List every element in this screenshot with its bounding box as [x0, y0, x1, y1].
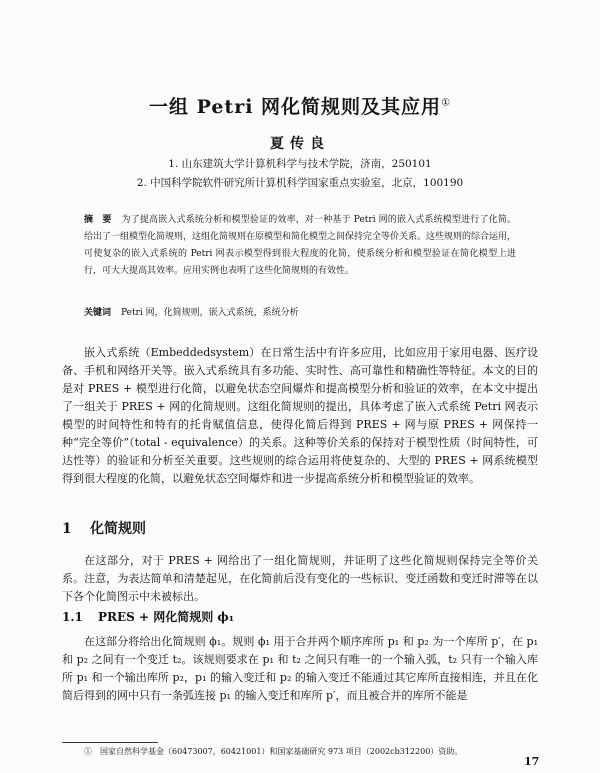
keywords — [84, 306, 516, 320]
section-1-1-number: 1.1 — [62, 610, 83, 624]
author-name: 夏传良 — [270, 136, 330, 152]
section-1-1-heading — [62, 608, 234, 625]
section-1-1-paragraph: 在这部分将给出化简规则 ϕ₁。规则 ϕ₁ 用于合并两个顺序库所 p₁ 和 p₂ 为一个库所 p′，在 p₁ 和 p₂ 之间有一个变迁 t₂。该规则要求在 p₁ 和 t₂ 之间只有唯一的一个输入弧，t₂ 只有一个输入库所 p₁ 和一个输出库所 p₂，p₁ 的输入变迁和 p₂ 的输入变迁不能通过其它库所直接相连，并且在化简后得到的网中只有一条弧连接 p₁ 的输入变迁和库所 p′，而且被合并的库所不能是 — [62, 635, 538, 702]
affiliation-1: 1. 山东建筑大学计算机科学与技术学院，济南，250101 — [168, 158, 432, 170]
page-number: 17 — [524, 755, 540, 768]
section-1-number: 1 — [62, 521, 72, 537]
abstract-text: 为了提高嵌入式系统分析和模型验证的效率，对一种基于 Petri 网的嵌入式系统模型进行了化简。给出了一组模型化简规则，这组化简规则在原模型和简化模型之间保持完全等价关系。这些规则的综合运用，可使复杂的嵌入式系统的 Petri 网表示模型得到很大程度的化简，使系统分析和模型验证在简化模型上进行，可大大提高其效率。应用实例也表明了这些化简规则的有效性。 — [84, 215, 517, 276]
keywords-text: Petri 网，化简规则，嵌入式系统，系统分析 — [121, 308, 299, 318]
intro-paragraph: 嵌入式系统（Embeddedsystem）在日常生活中有许多应用，比如应用于家用电器、医疗设备、手机和网络开关等。嵌入式系统具有多功能、实时性、高可靠性和精确性等特征。本文的目的是对 PRES + 模型进行化简，以避免状态空间爆炸和提高模型分析和验证的效率，在本文中提出了一组关于 PRES + 网的化简规则。这组化简规则的提出，具体考虑了嵌入式系统 Petri 网表示模型的时间特性和特有的托肯赋值信息，使得化简后得到 PRES + 网与原 PRES + 网保持一种“完全等价”（total - equivalence）的关系。这种等价关系的保持对于模型性质（时间特性，可达性等）的验证和分析至关重要。这些规则的综合运用将使复杂的、大型的 PRES + 网系统模型得到很大程度的化简，以避免状态空间爆炸和进一步提高系统分析和模型验证的效率。 — [62, 346, 538, 485]
paper-title-text: 一组 Petri 网化简规则及其应用 — [148, 96, 442, 118]
keywords-label: 关键词 — [84, 308, 112, 318]
section-1-paragraph: 在这部分，对于 PRES + 网给出了一组化简规则，并证明了这些化简规则保持完全等价关系。注意，为表达简单和清楚起见，在化简前后没有变化的一些标识、变迁函数和变迁时滞等在以下各个化简图示中未被标出。 — [62, 554, 538, 603]
section-1-1-title: PRES + 网化简规则 ϕ₁ — [98, 610, 234, 624]
abstract-label: 摘 要 — [84, 215, 112, 225]
section-1-title: 化简规则 — [90, 521, 146, 537]
title-footnote-marker: ① — [441, 97, 452, 109]
affiliation-2: 2. 中国科学院软件研究所计算机科学国家重点实验室，北京，100190 — [136, 177, 464, 189]
paper-title — [0, 92, 600, 119]
footnote: ① 国家自然科学基金（60473007，60421001）和国家基础研究 973 项目（2002cb312200）资助。 — [84, 747, 463, 756]
abstract — [84, 212, 516, 280]
footnote-divider — [62, 742, 158, 743]
section-1-heading — [62, 518, 146, 538]
